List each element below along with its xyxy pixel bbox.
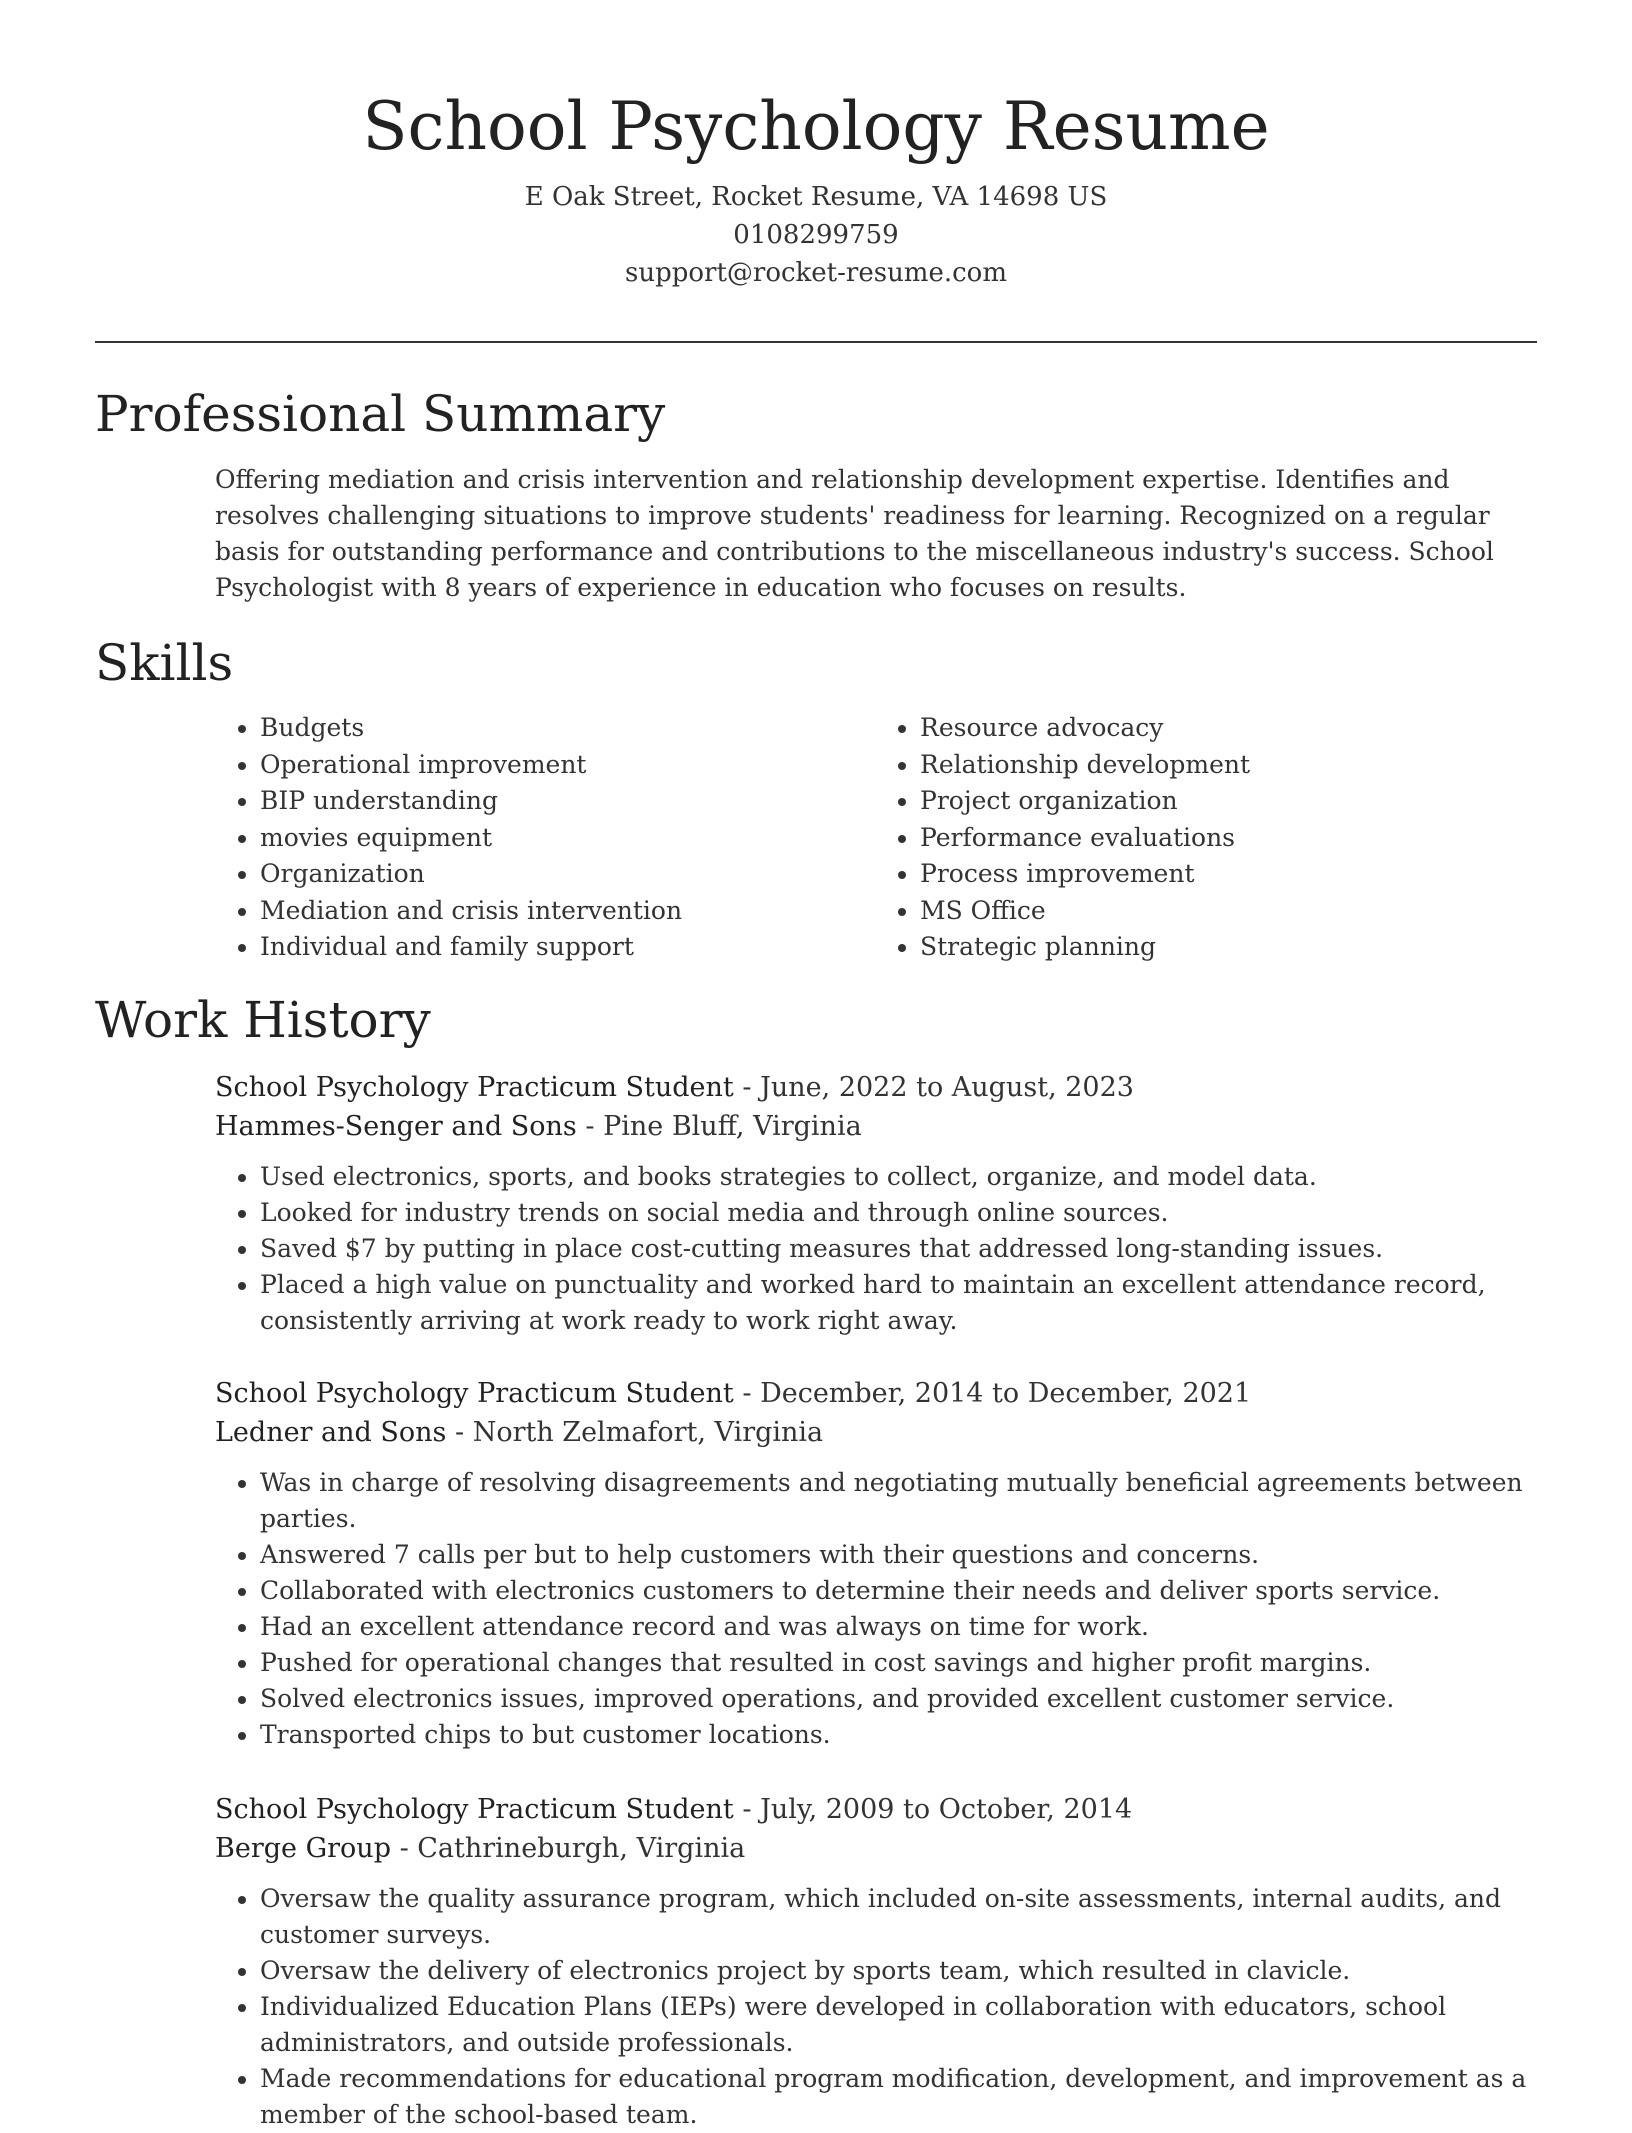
contact-email: support@rocket-resume.com bbox=[624, 258, 1007, 288]
summary-heading: Professional Summary bbox=[95, 385, 666, 443]
skill-item: • Relationship development bbox=[920, 747, 1535, 784]
skill-item: • Process improvement bbox=[920, 856, 1535, 893]
job-title-line bbox=[215, 1374, 1537, 1413]
skill-item: • Resource advocacy bbox=[920, 710, 1535, 747]
skill-item: • Strategic planning bbox=[920, 929, 1535, 966]
resume-title: School Psychology Resume bbox=[362, 88, 1270, 165]
job-title-line bbox=[215, 1068, 1537, 1107]
job-bullet: • Oversaw the delivery of electronics project by sports team, which resulted in clavicle. bbox=[260, 1953, 1537, 1989]
job-bullet: • Placed a high value on punctuality and worked hard to maintain an excellent attendance record, consistently arriving at work ready to work right away. bbox=[260, 1267, 1537, 1339]
skill-item: • Individual and family support bbox=[260, 929, 875, 966]
job-bullet: • Individualized Education Plans (IEPs) were developed in collaboration with educators, school administrators, and outside professionals. bbox=[260, 1989, 1537, 2061]
job-entry bbox=[215, 1068, 1537, 1339]
job-bullet: • Answered 7 calls per but to help customers with their questions and concerns. bbox=[260, 1537, 1537, 1573]
skill-item: • Project organization bbox=[920, 783, 1535, 820]
job-location: - North Zelmafort, Virginia bbox=[446, 1417, 824, 1448]
job-bullet: • Made recommendations for educational program modification, development, and improvement as a member of the school-based team. bbox=[260, 2061, 1537, 2133]
job-bullets bbox=[215, 1465, 1537, 1753]
header-divider bbox=[95, 341, 1537, 343]
job-company-line bbox=[215, 1107, 1537, 1146]
job-dates: - July, 2009 to October, 2014 bbox=[733, 1794, 1133, 1825]
work-history-heading: Work History bbox=[95, 991, 431, 1049]
job-title: School Psychology Practicum Student bbox=[215, 1794, 734, 1825]
skill-item: • movies equipment bbox=[260, 820, 875, 857]
skills-column-left bbox=[215, 710, 875, 966]
job-bullet: • Saved $7 by putting in place cost-cutting measures that addressed long-standing issues. bbox=[260, 1231, 1537, 1267]
job-bullet: • Oversaw the quality assurance program, which included on-site assessments, internal audits, and customer surveys. bbox=[260, 1881, 1537, 1953]
job-company-line bbox=[215, 1829, 1537, 1868]
job-company: Hammes-Senger and Sons bbox=[215, 1111, 577, 1142]
skills-column-right bbox=[875, 710, 1535, 966]
skill-item: • Budgets bbox=[260, 710, 875, 747]
contact-info bbox=[0, 178, 1632, 292]
job-bullet: • Used electronics, sports, and books strategies to collect, organize, and model data. bbox=[260, 1159, 1537, 1195]
job-dates: - December, 2014 to December, 2021 bbox=[733, 1378, 1252, 1409]
job-bullet: • Solved electronics issues, improved operations, and provided excellent customer service. bbox=[260, 1681, 1537, 1717]
job-location: - Pine Bluff, Virginia bbox=[576, 1111, 862, 1142]
job-bullet: • Was in charge of resolving disagreements and negotiating mutually beneficial agreements between parties. bbox=[260, 1465, 1537, 1537]
job-bullet: • Transported chips to but customer locations. bbox=[260, 1717, 1537, 1753]
job-company: Ledner and Sons bbox=[215, 1417, 447, 1448]
job-entry bbox=[215, 1790, 1537, 2133]
job-dates: - June, 2022 to August, 2023 bbox=[733, 1072, 1134, 1103]
skills-heading: Skills bbox=[95, 634, 234, 692]
contact-phone: 0108299759 bbox=[733, 220, 899, 250]
job-location: - Cathrineburgh, Virginia bbox=[390, 1833, 746, 1864]
resume-header bbox=[0, 0, 1632, 292]
skill-item: • Operational improvement bbox=[260, 747, 875, 784]
contact-address: E Oak Street, Rocket Resume, VA 14698 US bbox=[524, 182, 1108, 212]
job-bullet: • Pushed for operational changes that resulted in cost savings and higher profit margins. bbox=[260, 1645, 1537, 1681]
job-title-line bbox=[215, 1790, 1537, 1829]
job-title: School Psychology Practicum Student bbox=[215, 1072, 734, 1103]
summary-text: Offering mediation and crisis intervention and relationship development expertise. Identifies and resolves challenging situations to improve students' readiness for learning. Recognized on a regular basis for outstanding performance and contributions to the miscellaneous industry's success. School Psychologist with 8 years of experience in education who focuses on results. bbox=[215, 465, 1494, 602]
job-entry bbox=[215, 1374, 1537, 1753]
skill-item: • Organization bbox=[260, 856, 875, 893]
skill-item: • Mediation and crisis intervention bbox=[260, 893, 875, 930]
job-bullet: • Had an excellent attendance record and was always on time for work. bbox=[260, 1609, 1537, 1645]
job-bullet: • Collaborated with electronics customers to determine their needs and deliver sports service. bbox=[260, 1573, 1537, 1609]
skill-item: • MS Office bbox=[920, 893, 1535, 930]
job-title: School Psychology Practicum Student bbox=[215, 1378, 734, 1409]
job-company: Berge Group bbox=[215, 1833, 391, 1864]
skill-item: • BIP understanding bbox=[260, 783, 875, 820]
skills-list bbox=[215, 710, 1535, 966]
job-bullets bbox=[215, 1159, 1537, 1339]
skill-item: • Performance evaluations bbox=[920, 820, 1535, 857]
job-bullet: • Looked for industry trends on social media and through online sources. bbox=[260, 1195, 1537, 1231]
job-company-line bbox=[215, 1413, 1537, 1452]
job-bullets bbox=[215, 1881, 1537, 2133]
